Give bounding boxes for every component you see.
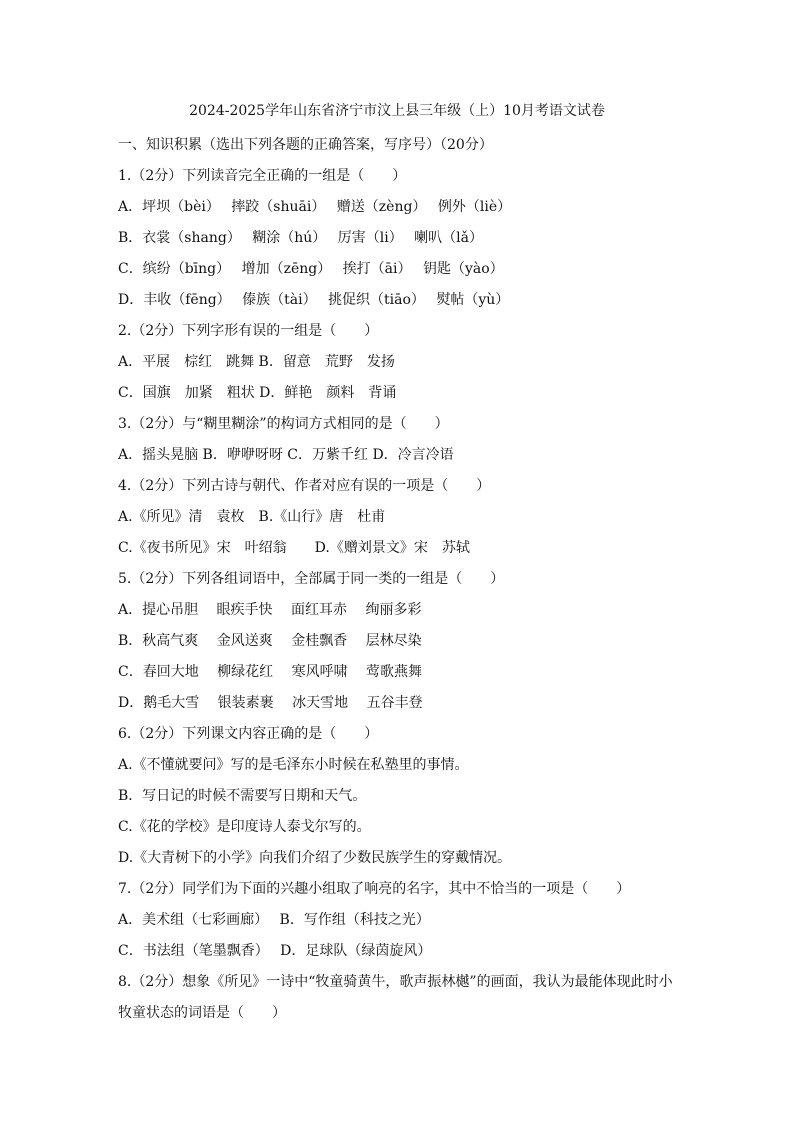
question-2-options-ab: A．平展 棕红 跳舞 B．留意 荒野 发扬 [118,354,395,370]
question-3-options: A．摇头晃脑 B．咿咿呀呀 C．万紫千红 D．冷言冷语 [118,447,454,463]
question-6-option-d: D.《大青树下的小学》向我们介绍了少数民族学生的穿戴情况。 [118,850,512,866]
question-1-option-d: D．丰收（fēng） 傣族（tài） 挑促织（tiāo） 熨帖（yù） [118,292,510,308]
question-5-option-c: C．春回大地 柳绿花红 寒风呼啸 莺歌燕舞 [118,664,423,680]
question-2-stem: 2.（2分）下列字形有误的一组是（ ） [118,323,379,339]
question-1-stem: 1.（2分）下列读音完全正确的一组是（ ） [118,168,407,184]
question-8-stem-continued: 牧童状态的词语是（ ） [118,1005,286,1021]
question-1-option-b: B．衣裳（shang） 糊涂（hú） 厉害（li） 喇叭（lǎ） [118,230,483,246]
section-heading: 一、知识积累（选出下列各题的正确答案，写序号）（20分） [118,137,493,153]
question-4-options-ab: A.《所见》清 袁枚 B.《山行》唐 杜甫 [118,509,386,525]
exam-title: 2024-2025学年山东省济宁市汶上县三年级（上）10月考语文试卷 [189,103,605,119]
question-1-option-c: C．缤纷（bīng） 增加（zēng） 挨打（āi） 钥匙（yào） [118,261,504,277]
question-5-stem: 5.（2分）下列各组词语中，全部属于同一类的一组是（ ） [118,571,505,587]
question-7-options-ab: A．美术组（七彩画廊） B．写作组（科技之光） [118,912,430,928]
question-4-stem: 4.（2分）下列古诗与朝代、作者对应有误的一项是（ ） [118,478,491,494]
question-1-option-a: A．坪坝（bèi） 摔跤（shuāi） 赠送（zèng） 例外（liè） [118,199,512,215]
question-list [118,130,698,1028]
question-4-options-cd: C.《夜书所见》宋 叶绍翁 D.《赠刘景文》宋 苏轼 [118,540,470,556]
question-5-option-a: A．提心吊胆 眼疾手快 面红耳赤 绚丽多彩 [118,602,422,618]
question-7-stem: 7.（2分）同学们为下面的兴趣小组取了响亮的名字，其中不恰当的一项是（ ） [118,881,631,897]
question-6-option-b: B．写日记的时候不需要写日期和天气。 [118,788,367,804]
question-6-stem: 6.（2分）下列课文内容正确的是（ ） [118,726,379,742]
question-5-option-d: D．鹅毛大雪 银装素裹 冰天雪地 五谷丰登 [118,695,423,711]
question-8-stem: 8.（2分）想象《所见》一诗中“牧童骑黄牛，歌声振林樾”的画面，我认为最能体现此时小 [118,974,673,990]
question-5-option-b: B．秋高气爽 金风送爽 金桂飘香 层林尽染 [118,633,422,649]
question-2-options-cd: C．国旗 加紧 粗状 D．鲜艳 颜料 背诵 [118,385,397,401]
question-3-stem: 3.（2分）与“糊里糊涂”的构词方式相同的是（ ） [118,416,449,432]
question-7-options-cd: C．书法组（笔墨飘香） D．足球队（绿茵旋风） [118,943,432,959]
question-6-option-a: A.《不懂就要问》写的是毛泽东小时候在私塾里的事情。 [118,757,469,773]
question-6-option-c: C.《花的学校》是印度诗人泰戈尔写的。 [118,819,371,835]
